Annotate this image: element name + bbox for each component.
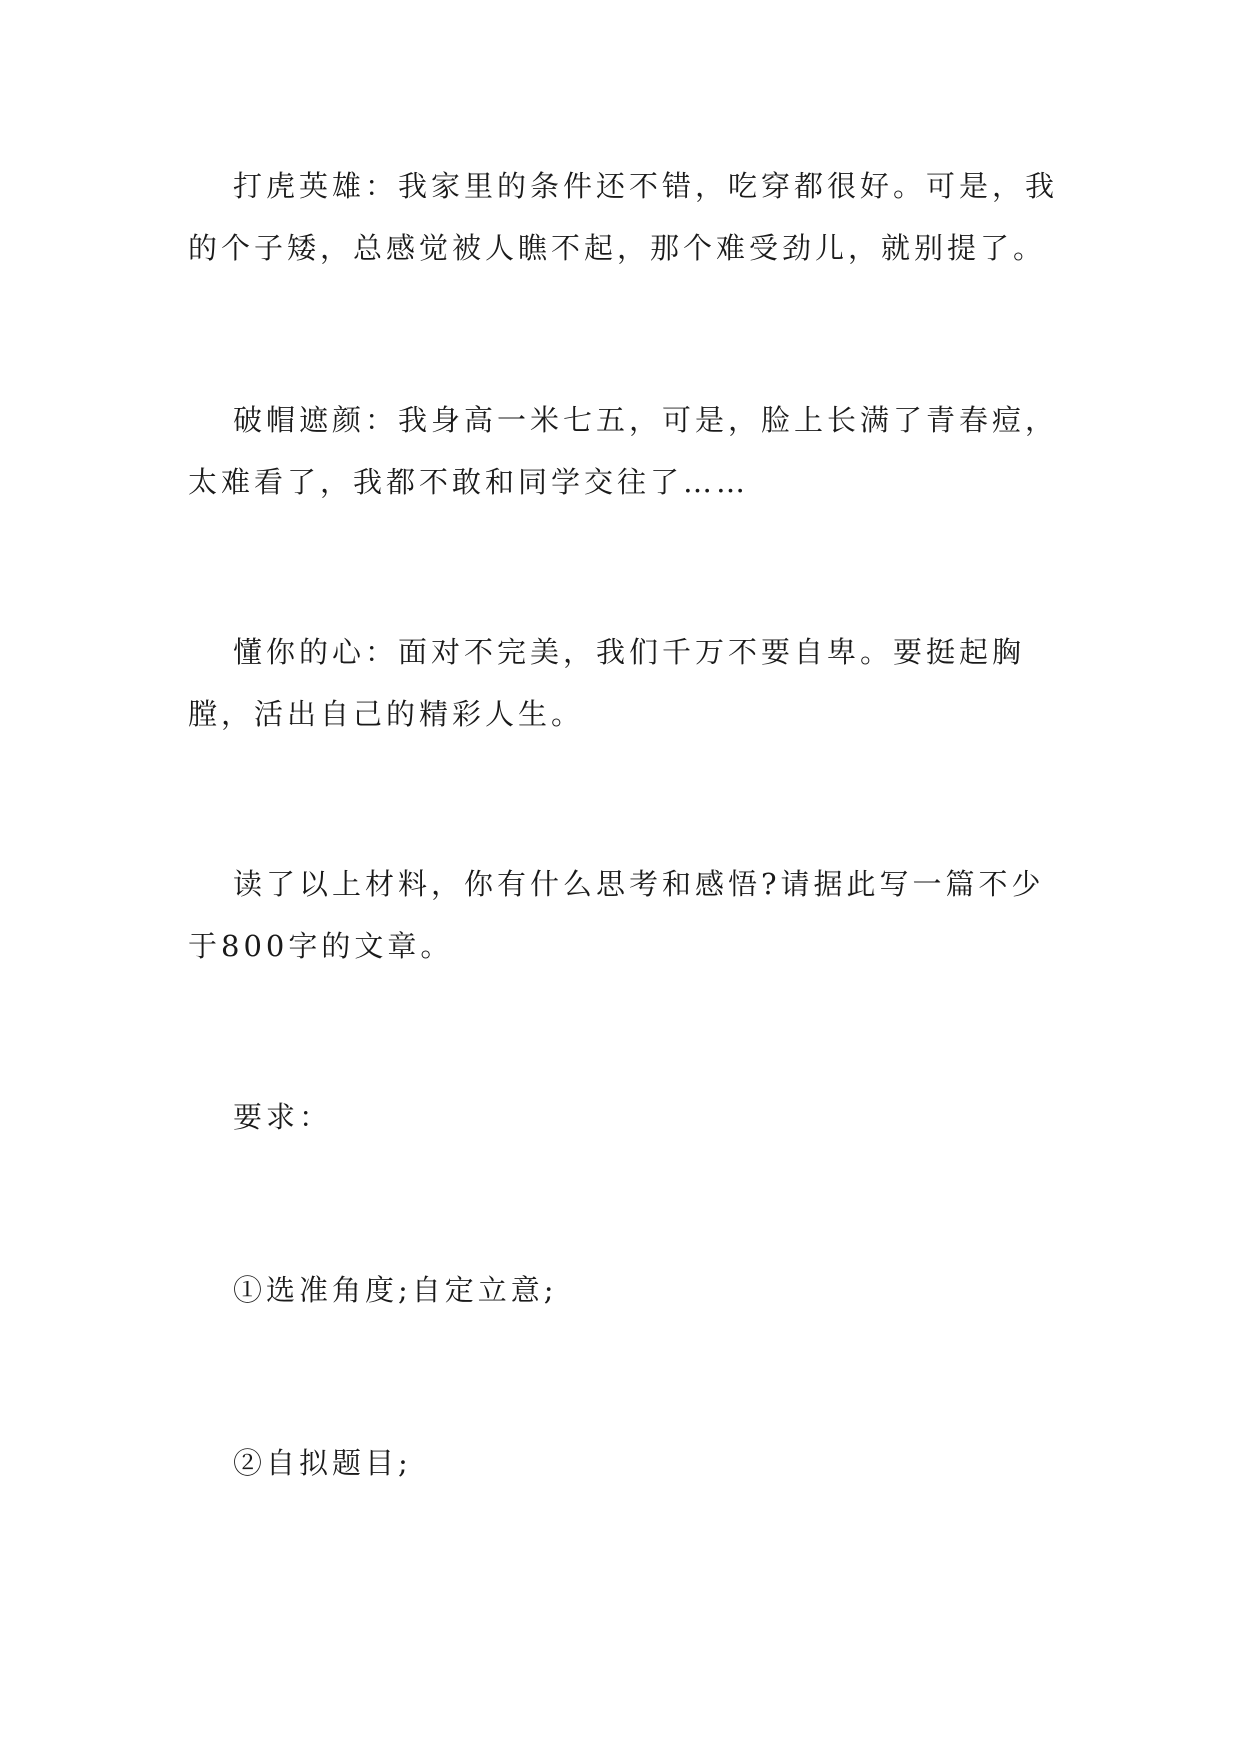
paragraph-requirement-1: ①选准角度;自定立意;: [233, 1273, 558, 1307]
paragraph-pomao-zheyan: 破帽遮颜：我身高一米七五，可是，脸上长满了青春痘，太难看了，我都不敢和同学交往了……: [188, 403, 1059, 499]
paragraph-dongni-dexin: 懂你的心：面对不完美，我们千万不要自卑。要挺起胸膛，活出自己的精彩人生。: [188, 635, 1026, 731]
paragraph-writing-prompt: 读了以上材料，你有什么思考和感悟?请据此写一篇不少于800字的文章。: [188, 867, 1045, 963]
paragraph-requirement-2: ②自拟题目;: [233, 1446, 412, 1480]
paragraph-requirements-heading: 要求：: [233, 1100, 333, 1134]
paragraph-dahu-yingxiong: 打虎英雄：我家里的条件还不错，吃穿都很好。可是，我的个子矮，总感觉被人瞧不起，那个难受劲儿，就别提了。: [188, 169, 1059, 265]
